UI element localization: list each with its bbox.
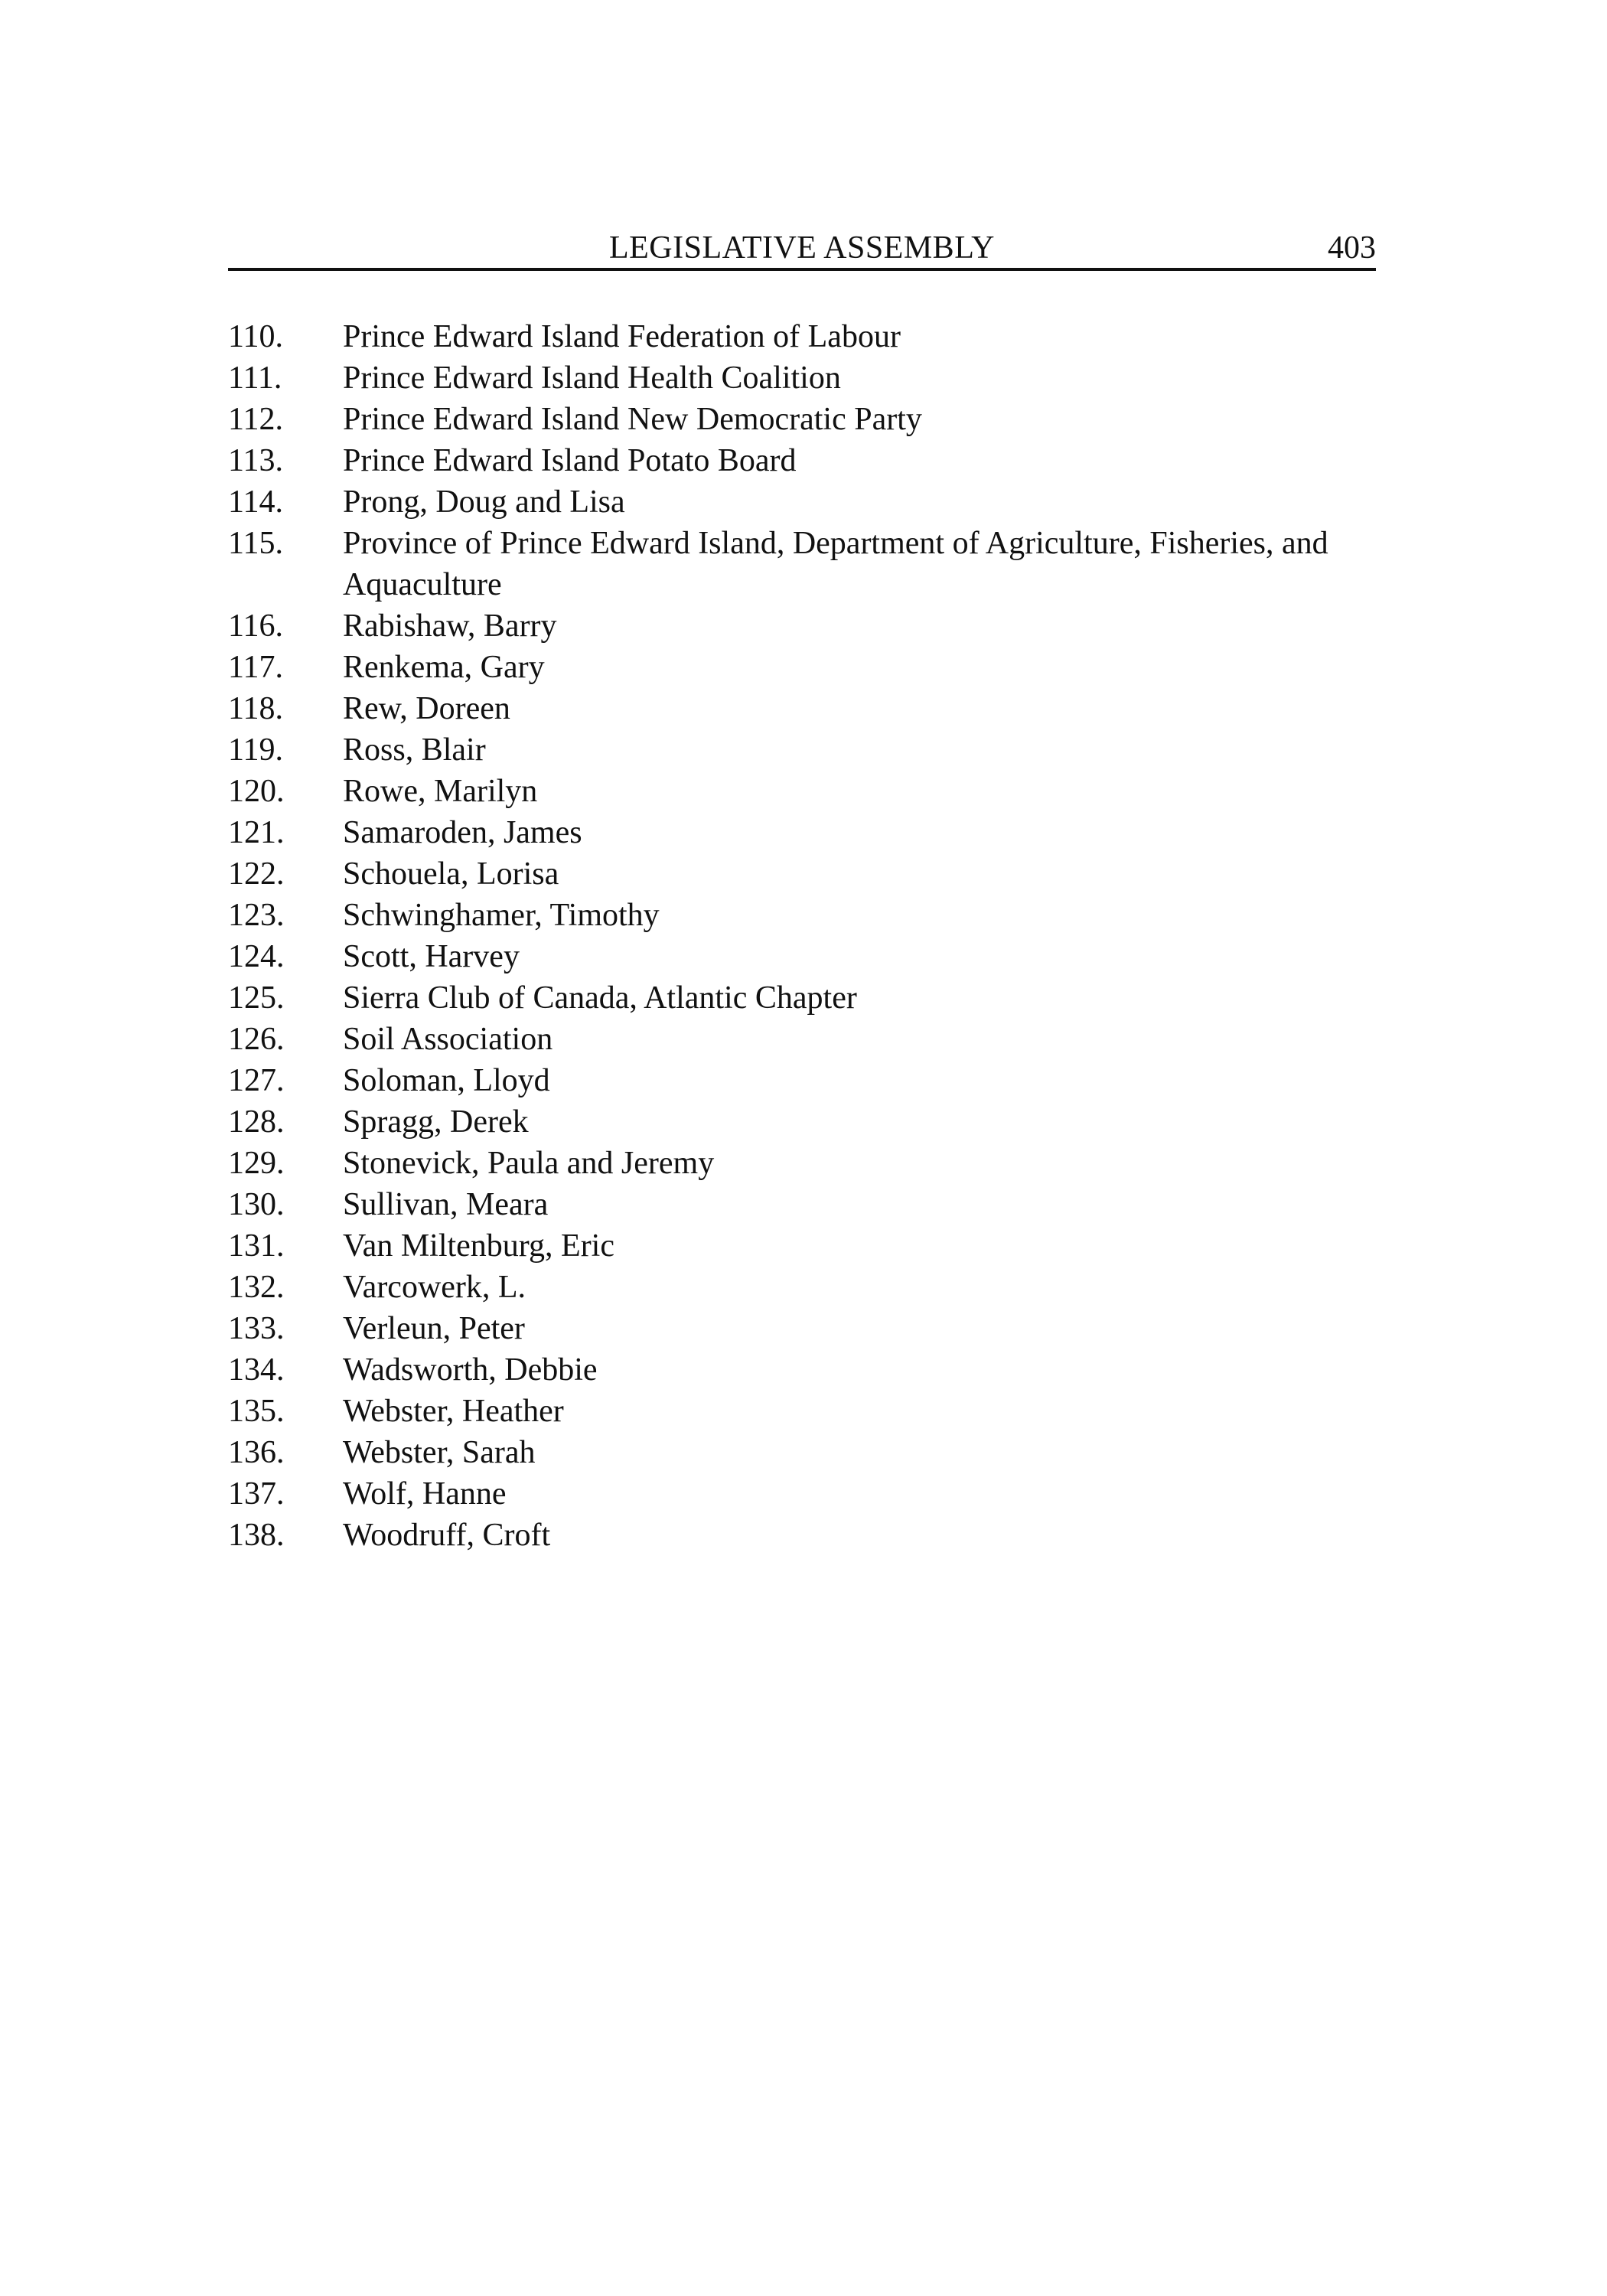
entry-number: 133. — [228, 1311, 285, 1346]
entry-number: 136. — [228, 1435, 285, 1470]
list-item — [228, 771, 1376, 812]
entry-text: Soil Association — [343, 1022, 553, 1057]
list-item — [228, 1391, 1376, 1432]
list-item — [228, 316, 1376, 357]
list-item — [228, 647, 1376, 688]
entry-number: 125. — [228, 980, 285, 1016]
running-header-title: LEGISLATIVE ASSEMBLY — [609, 230, 995, 266]
list-item — [228, 440, 1376, 481]
entry-number: 132. — [228, 1270, 285, 1305]
entry-text: Soloman, Lloyd — [343, 1063, 550, 1098]
list-item — [228, 729, 1376, 771]
entry-number: 121. — [228, 815, 285, 850]
list-item — [228, 1225, 1376, 1267]
entry-number: 112. — [228, 402, 283, 437]
header-rule — [228, 268, 1376, 271]
entry-text: Webster, Sarah — [343, 1435, 536, 1470]
entry-number: 116. — [228, 608, 283, 644]
entry-text: Rabishaw, Barry — [343, 608, 557, 644]
entry-number: 111. — [228, 360, 282, 396]
list-item — [228, 1515, 1376, 1556]
entry-text: Sullivan, Meara — [343, 1187, 549, 1222]
entry-text: Sierra Club of Canada, Atlantic Chapter — [343, 980, 857, 1016]
entry-number: 114. — [228, 484, 283, 520]
entry-text: Samaroden, James — [343, 815, 582, 850]
entry-number: 119. — [228, 732, 283, 768]
entry-number: 122. — [228, 856, 285, 892]
entry-text: Ross, Blair — [343, 732, 486, 768]
list-item — [228, 399, 1376, 440]
entry-number: 127. — [228, 1063, 285, 1098]
list-item — [228, 523, 1376, 605]
entry-text: Spragg, Derek — [343, 1104, 529, 1140]
list-item — [228, 936, 1376, 977]
entry-text: Wolf, Hanne — [343, 1476, 507, 1512]
list-item — [228, 1349, 1376, 1391]
entry-number: 128. — [228, 1104, 285, 1140]
list-item — [228, 357, 1376, 399]
entry-number: 131. — [228, 1228, 285, 1264]
entry-text: Stonevick, Paula and Jeremy — [343, 1146, 715, 1181]
entry-text: Rew, Doreen — [343, 691, 510, 726]
submitter-list — [228, 316, 1376, 1556]
entry-text: Van Miltenburg, Eric — [343, 1228, 614, 1264]
entry-number: 115. — [228, 526, 283, 561]
page-number: 403 — [1328, 230, 1376, 266]
list-item — [228, 895, 1376, 936]
list-item — [228, 688, 1376, 729]
list-item — [228, 812, 1376, 853]
entry-text: Woodruff, Croft — [343, 1518, 551, 1553]
entry-number: 134. — [228, 1352, 285, 1388]
list-item — [228, 1473, 1376, 1515]
page-header — [228, 228, 1376, 268]
entry-number: 117. — [228, 650, 283, 685]
entry-text: Province of Prince Edward Island, Department of Agriculture, Fisheries, and Aquaculture — [343, 526, 1328, 602]
entry-text: Prince Edward Island Health Coalition — [343, 360, 841, 396]
entry-text: Webster, Heather — [343, 1394, 564, 1429]
list-item — [228, 1267, 1376, 1308]
entry-text: Prince Edward Island Potato Board — [343, 443, 797, 478]
entry-number: 138. — [228, 1518, 285, 1553]
entry-text: Varcowerk, L. — [343, 1270, 526, 1305]
list-item — [228, 1101, 1376, 1143]
entry-text: Verleun, Peter — [343, 1311, 525, 1346]
list-item — [228, 1184, 1376, 1225]
entry-number: 123. — [228, 898, 285, 933]
entry-text: Schwinghamer, Timothy — [343, 898, 660, 933]
entry-text: Scott, Harvey — [343, 939, 520, 974]
list-item — [228, 481, 1376, 523]
entry-number: 126. — [228, 1022, 285, 1057]
entry-text: Renkema, Gary — [343, 650, 545, 685]
entry-text: Schouela, Lorisa — [343, 856, 559, 892]
entry-number: 118. — [228, 691, 283, 726]
list-item — [228, 853, 1376, 895]
entry-text: Prong, Doug and Lisa — [343, 484, 625, 520]
entry-text: Wadsworth, Debbie — [343, 1352, 598, 1388]
list-item — [228, 1143, 1376, 1184]
list-item — [228, 1432, 1376, 1473]
entry-text: Prince Edward Island New Democratic Party — [343, 402, 922, 437]
list-item — [228, 605, 1376, 647]
entry-number: 135. — [228, 1394, 285, 1429]
list-item — [228, 1019, 1376, 1060]
entry-number: 129. — [228, 1146, 285, 1181]
list-item — [228, 977, 1376, 1019]
list-item — [228, 1308, 1376, 1349]
entry-number: 130. — [228, 1187, 285, 1222]
list-item — [228, 1060, 1376, 1101]
entry-number: 113. — [228, 443, 283, 478]
entry-number: 124. — [228, 939, 285, 974]
entry-text: Prince Edward Island Federation of Labour — [343, 319, 901, 354]
entry-number: 137. — [228, 1476, 285, 1512]
entry-text: Rowe, Marilyn — [343, 774, 538, 809]
entry-number: 110. — [228, 319, 283, 354]
entry-number: 120. — [228, 774, 285, 809]
